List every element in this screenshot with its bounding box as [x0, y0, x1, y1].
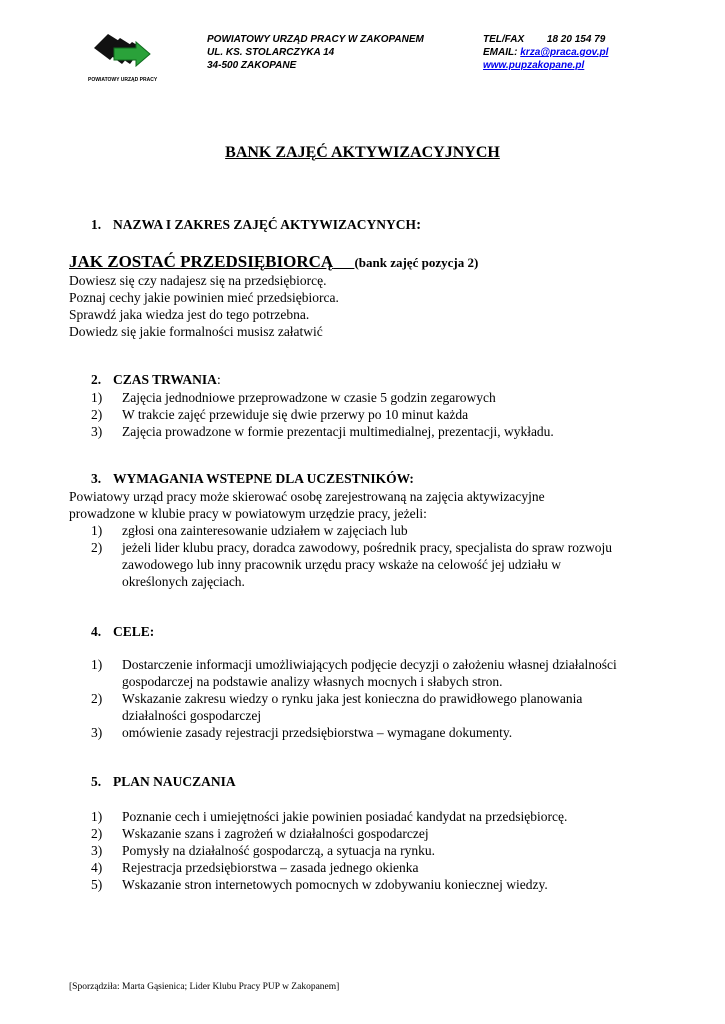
- item-text: jeżeli lider klubu pracy, doradca zawodowy, pośrednik pracy, specjalista do spraw rozwoju: [122, 540, 612, 555]
- item-text: Rejestracja przedsiębiorstwa – zasada jednego okienka: [122, 860, 419, 875]
- list-item: [91, 876, 567, 893]
- intro-line: prowadzone w klubie pracy w powiatowym urzędzie pracy, jeżeli:: [69, 506, 427, 521]
- section-4-title: CELE:: [113, 624, 155, 639]
- office-contact: [483, 33, 608, 72]
- item-text: działalności gospodarczej: [122, 708, 262, 723]
- section-4-number: 4.: [91, 624, 102, 639]
- section-1-heading: [91, 217, 421, 234]
- list-item: [91, 423, 554, 440]
- office-name: POWIATOWY URZĄD PRACY W ZAKOPANEM: [207, 34, 424, 45]
- document-title: BANK ZAJĘĆ AKTYWIZACYJNYCH: [225, 144, 500, 161]
- logo: [84, 30, 164, 82]
- item-text: Dostarczenie informacji umożliwiających podjęcie decyzji o założeniu własnej działalności: [122, 657, 617, 672]
- footer-author: [Sporządziła: Marta Gąsienica; Lider Klubu Pracy PUP w Zakopanem]: [69, 982, 340, 992]
- item-number: 3): [91, 843, 103, 858]
- item-text: W trakcie zajęć przewiduje się dwie przerwy po 10 minut każda: [122, 407, 469, 422]
- list-item: [91, 842, 567, 859]
- item-text: zgłosi ona zainteresowanie udziałem w zajęciach lub: [122, 523, 408, 538]
- requirements-list: [91, 522, 612, 590]
- section-2-number: 2.: [91, 372, 102, 387]
- list-item: [91, 825, 567, 842]
- office-city: 34-500 ZAKOPANE: [207, 60, 297, 71]
- duration-list: [91, 389, 554, 440]
- item-number: 1): [91, 523, 103, 538]
- email-link[interactable]: krza@praca.gov.pl: [520, 47, 609, 58]
- course-reference: (bank zajęć pozycja 2): [354, 255, 479, 270]
- email-line: [483, 46, 608, 59]
- section-5-number: 5.: [91, 774, 102, 789]
- list-item: [91, 539, 612, 590]
- item-text: określonych zajęciach.: [122, 574, 245, 589]
- list-item: [91, 859, 567, 876]
- logo-text: POWIATOWY URZĄD PRACY: [88, 77, 158, 83]
- intro-line: Powiatowy urząd pracy może skierować osobę zarejestrowaną na zajęcia aktywizacyjne: [69, 489, 545, 504]
- section-1-colon: :: [416, 217, 422, 233]
- course-name-underline: [333, 252, 354, 271]
- section-1-title: NAZWA I ZAKRES ZAJĘĆ AKTYWIZACYNYCH: [113, 217, 417, 232]
- item-number: 5): [91, 877, 103, 892]
- course-title-line: [69, 252, 478, 272]
- list-item: [91, 808, 567, 825]
- item-text: Zajęcia jednodniowe przeprowadzone w czasie 5 godzin zegarowych: [122, 390, 496, 405]
- tel-label: TEL/FAX: [483, 34, 525, 45]
- curriculum-list: [91, 808, 567, 893]
- item-text: gospodarczej na podstawie analizy własnych mocnych i słabych stron.: [122, 674, 503, 689]
- description-line: Sprawdź jaka wiedza jest do tego potrzebna.: [69, 307, 310, 322]
- list-item: [91, 406, 554, 423]
- tel-line: [483, 33, 608, 46]
- section-2-colon: :: [216, 372, 221, 387]
- section-2-heading: [91, 372, 221, 388]
- item-number: 2): [91, 407, 103, 422]
- item-text: Zajęcia prowadzone w formie prezentacji multimedialnej, prezentacji, wykładu.: [122, 424, 554, 439]
- item-text: Poznanie cech i umiejętności jakie powinien posiadać kandydat na przedsiębiorcę.: [122, 809, 568, 824]
- item-number: 3): [91, 424, 103, 439]
- tel-value: 18 20 154 79: [546, 34, 606, 45]
- list-item: [91, 522, 612, 539]
- item-number: 3): [91, 725, 103, 740]
- item-number: 2): [91, 826, 103, 841]
- description-line: Dowiedz się jakie formalności musisz załatwić: [69, 324, 323, 339]
- www-line: [483, 59, 608, 72]
- course-description: [69, 272, 339, 340]
- section-3-title: WYMAGANIA WSTEPNE DLA UCZESTNIKÓW:: [113, 471, 414, 486]
- list-item: [91, 690, 617, 724]
- item-number: 2): [91, 691, 103, 706]
- item-text: zawodowego lub inny pracownik urzędu pracy wskaże na celowość jej udziału w: [122, 557, 561, 572]
- item-number: 2): [91, 540, 103, 555]
- goals-list: [91, 656, 617, 741]
- item-number: 1): [91, 390, 103, 405]
- office-street: UL. KS. STOLARCZYKA 14: [207, 47, 335, 58]
- course-name: JAK ZOSTAĆ PRZEDSIĘBIORCĄ: [69, 252, 334, 271]
- requirements-intro: [69, 488, 545, 522]
- description-line: Dowiesz się czy nadajesz się na przedsiębiorcę.: [69, 273, 327, 288]
- item-text: Wskazanie szans i zagrożeń w działalności gospodarczej: [122, 826, 429, 841]
- item-text: Wskazanie zakresu wiedzy o rynku jaka jest konieczna do prawidłowego planowania: [122, 691, 583, 706]
- www-link[interactable]: www.pupzakopane.pl: [483, 60, 585, 71]
- description-line: Poznaj cechy jakie powinien mieć przedsiębiorca.: [69, 290, 339, 305]
- item-number: 1): [91, 657, 103, 672]
- item-text: omówienie zasady rejestracji przedsiębiorstwa – wymagane dokumenty.: [122, 725, 513, 740]
- section-4-heading: [91, 624, 154, 640]
- section-1-number: 1.: [91, 217, 102, 232]
- email-label: EMAIL:: [483, 47, 518, 58]
- section-3-number: 3.: [91, 471, 102, 486]
- list-item: [91, 656, 617, 690]
- list-item: [91, 389, 554, 406]
- item-text: Pomysły na działalność gospodarczą, a sytuacja na rynku.: [122, 843, 436, 858]
- section-2-title: CZAS TRWANIA: [113, 372, 217, 387]
- list-item: [91, 724, 617, 741]
- item-text: Wskazanie stron internetowych pomocnych w zdobywaniu koniecznej wiedzy.: [122, 877, 548, 892]
- item-number: 1): [91, 809, 103, 824]
- section-5-heading: [91, 774, 236, 790]
- section-5-title: PLAN NAUCZANIA: [113, 774, 236, 789]
- office-address: [207, 33, 424, 72]
- logo-graphic: [84, 30, 164, 74]
- item-number: 4): [91, 860, 103, 875]
- section-3-heading: [91, 471, 414, 487]
